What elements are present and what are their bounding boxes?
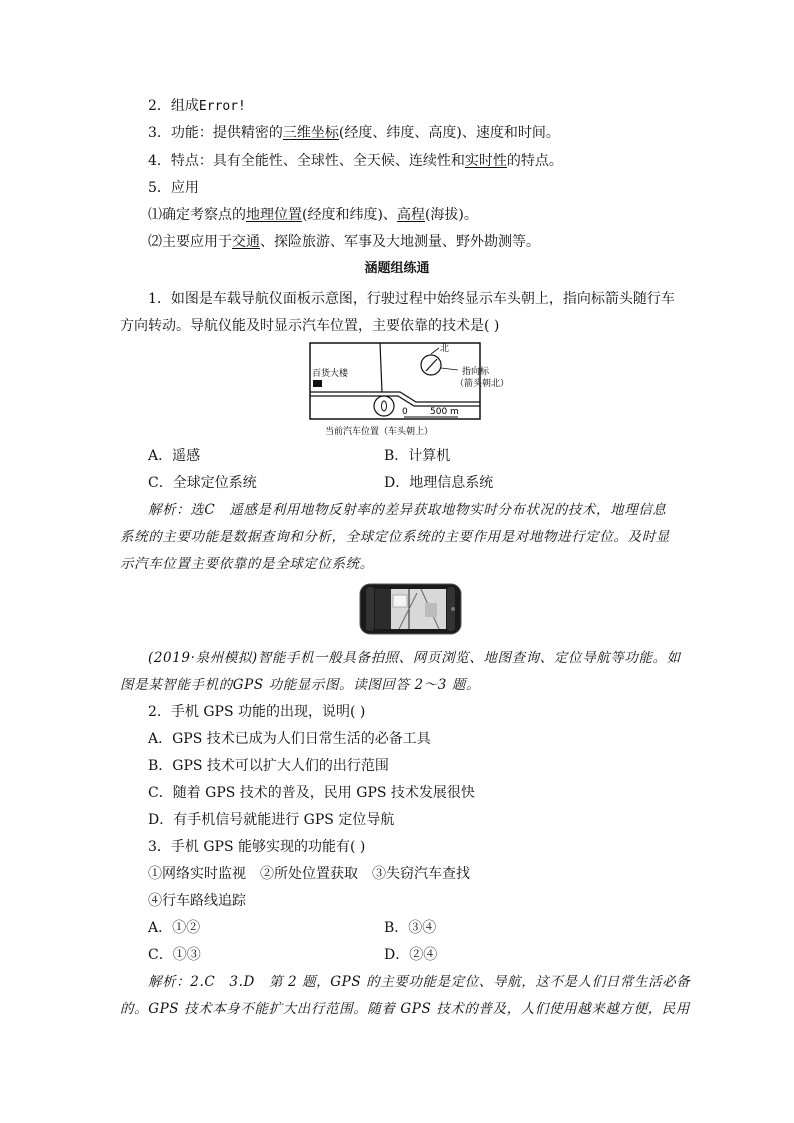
item-4-text-b: 的特点。	[506, 153, 563, 169]
q3-items-line1: ①网络实时监视 ②所处位置获取 ③失窃汽车查找	[148, 866, 470, 882]
q1-stem-line2: 方向转动。导航仪能及时显示汽车位置，主要依靠的技术是( )	[120, 318, 500, 334]
q1-option-a: A．遥感	[148, 448, 201, 464]
analysis-1-line2: 系统的主要功能是数据查询和分析，全球定位系统的主要作用是对地物进行定位。及时显	[120, 529, 670, 545]
smartphone-gps-image	[359, 583, 462, 635]
q3-option-b: B．③④	[384, 920, 437, 936]
item-3	[148, 123, 560, 143]
scale-distance: 500 m	[430, 407, 459, 417]
application-2	[148, 232, 540, 252]
item-4-underlined: 实时性	[464, 153, 507, 169]
q1-stem-line1: 1．如图是车载导航仪面板示意图，行驶过程中始终显示车头朝上，指向标箭头随行车	[148, 291, 675, 307]
analysis-1-line1: 解析：选C 遥感是利用地物反射率的差异获取地物实时分布状况的技术，地理信息	[148, 502, 667, 518]
app-2-underlined: 交通	[232, 234, 260, 250]
q1-option-c: C．全球定位系统	[148, 475, 257, 491]
car-position-icon	[374, 396, 394, 416]
item-3-text-a: 3．功能：提供精密的	[148, 125, 283, 141]
item-3-underlined: 三维坐标	[282, 125, 339, 141]
app-1-text-b: (经度和纬度)、	[302, 207, 397, 223]
q2-stem: 2．手机 GPS 功能的出现，说明( )	[148, 704, 366, 720]
scale-zero: 0	[402, 407, 408, 417]
item-4	[148, 151, 563, 171]
analysis-1-line3: 示汽车位置主要依靠的是全球定位系统。	[120, 556, 374, 572]
item-2	[148, 96, 246, 117]
item-2-text: 2．组成	[148, 98, 199, 114]
q2-option-a: A．GPS 技术已成为人们日常生活的必备工具	[148, 731, 431, 747]
analysis-2-line2: 的。GPS 技术本身不能扩大出行范围。随着 GPS 技术的普及，人们使用越来越方便，民用	[120, 1001, 691, 1017]
q2-option-d: D．有手机信号就能进行 GPS 定位导航	[148, 812, 395, 828]
application-1	[148, 205, 478, 225]
item-4-text-a: 4．特点：具有全能性、全球性、全天候、连续性和	[148, 153, 465, 169]
q3-option-d: D．②④	[384, 947, 438, 963]
pointer-label: 指向标	[462, 367, 490, 377]
error-text: Error!	[198, 99, 246, 114]
navigation-panel-figure	[300, 340, 532, 440]
app-1-underlined-2: 高程	[396, 207, 425, 223]
context-line1: (2019·泉州模拟)智能手机一般具备拍照、网页浏览、地图查询、定位导航等功能。如	[148, 650, 681, 666]
pointer-note: （箭头朝北）	[455, 379, 510, 389]
item-5: 5．应用	[148, 180, 199, 196]
q2-option-c: C．随着 GPS 技术的普及，民用 GPS 技术发展很快	[148, 785, 475, 801]
store-label: 百货大楼	[312, 369, 349, 379]
q3-items-line2: ④行车路线追踪	[148, 893, 246, 909]
q1-option-b: B．计算机	[384, 448, 451, 464]
q3-option-c: C．①③	[148, 947, 201, 963]
q2-option-b: B．GPS 技术可以扩大人们的出行范围	[148, 758, 389, 774]
app-1-underlined-1: 地理位置	[246, 207, 302, 223]
analysis-2-line1: 解析：2.C 3.D 第 2 题，GPS 的主要功能是定位、导航，这不是人们日常生活必备	[148, 974, 691, 990]
context-line2: 图是某智能手机的GPS 功能显示图。读图回答 2～3 题。	[120, 677, 481, 693]
car-caption: 当前汽车位置（车头朝上）	[325, 427, 434, 437]
app-1-text-a: ⑴确定考察点的	[148, 207, 246, 223]
section-title: 涵题组练通	[364, 261, 430, 276]
app-2-text-a: ⑵主要应用于	[148, 234, 232, 250]
app-1-text-c: (海拔)。	[424, 207, 478, 223]
q3-option-a: A．①②	[148, 920, 201, 936]
app-2-text-b: 、探险旅游、军事及大地测量、野外勘测等。	[260, 234, 540, 250]
north-label: 北	[440, 344, 450, 354]
store-icon	[313, 380, 322, 387]
q3-stem: 3．手机 GPS 能够实现的功能有( )	[148, 839, 366, 855]
q1-option-d: D．地理信息系统	[384, 475, 494, 491]
item-3-text-b: (经度、纬度、高度)、速度和时间。	[338, 125, 560, 141]
